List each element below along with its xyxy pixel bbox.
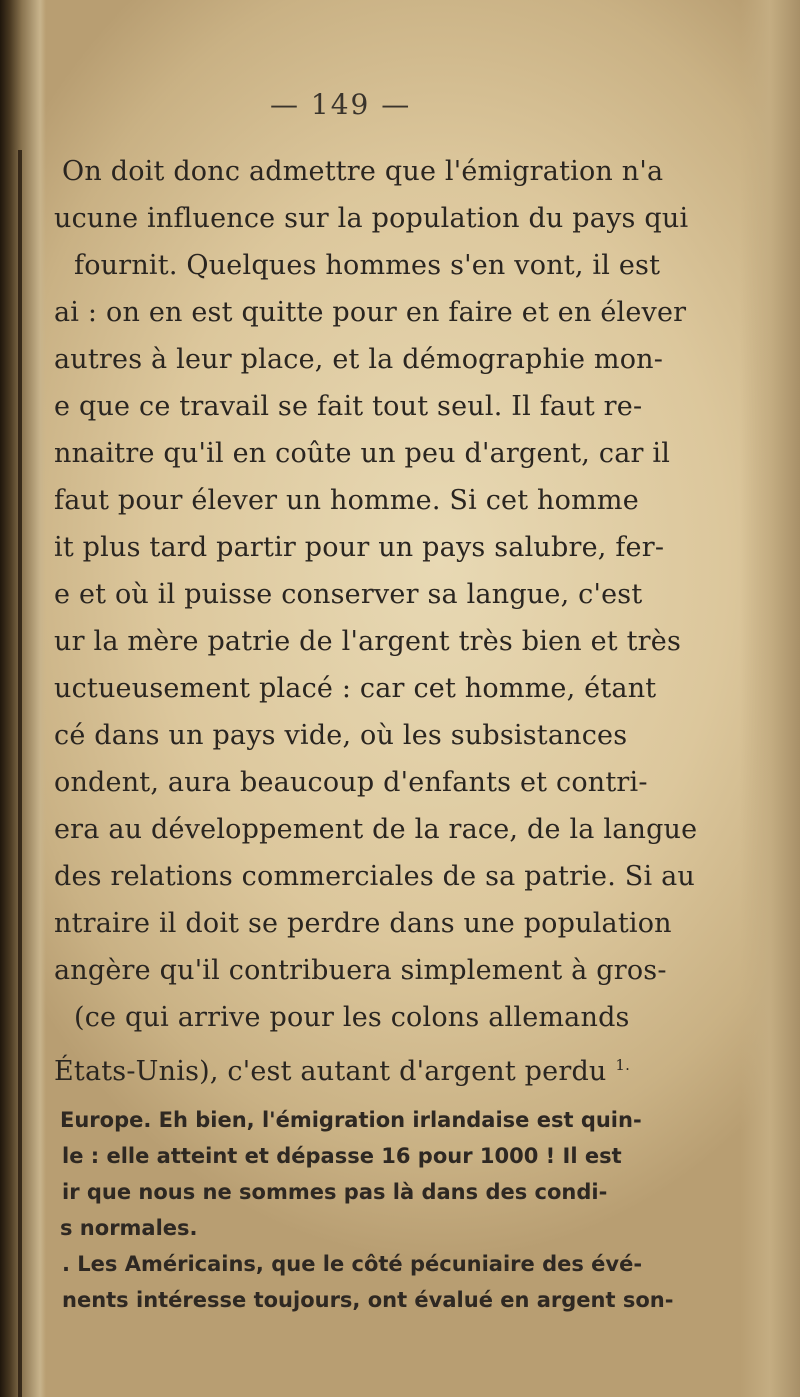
footnote-line: . Les Américains, que le côté pécuniaire des évé- — [62, 1252, 643, 1276]
text-line — [54, 1049, 630, 1088]
text-line: nnaitre qu'il en coûte un peu d'argent, car il — [54, 438, 671, 469]
text-line: angère qu'il contribuera simplement à gros- — [54, 955, 667, 986]
book-gutter-shadow — [0, 0, 46, 1397]
footnote-line: le : elle atteint et dépasse 16 pour 1000 ! Il est — [62, 1144, 622, 1168]
gutter-dark-line — [18, 150, 22, 1397]
text-line: ur la mère patrie de l'argent très bien et très — [54, 626, 682, 657]
text-line: cé dans un pays vide, où les subsistances — [54, 720, 628, 751]
text-line: ai : on en est quitte pour en faire et en élever — [54, 297, 687, 328]
text-line: autres à leur place, et la démographie mon- — [54, 344, 664, 375]
text-line: (ce qui arrive pour les colons allemands — [74, 1002, 630, 1033]
text-line: On doit donc admettre que l'émigration n'a — [62, 156, 664, 187]
text-line: uctueusement placé : car cet homme, étant — [54, 673, 657, 704]
footnote-marker: 1. — [615, 1056, 631, 1074]
footnote-line: Europe. Eh bien, l'émigration irlandaise est quin- — [60, 1108, 642, 1132]
text-line: ntraire il doit se perdre dans une population — [54, 908, 672, 939]
page-number: — 149 — — [270, 88, 412, 121]
text-line: it plus tard partir pour un pays salubre, fer- — [54, 532, 665, 563]
footnote-line: ir que nous ne sommes pas là dans des condi- — [62, 1180, 608, 1204]
text-line: era au développement de la race, de la langue — [54, 814, 698, 845]
text-line: faut pour élever un homme. Si cet homme — [54, 485, 639, 516]
text-line: ucune influence sur la population du pays qui — [54, 203, 689, 234]
text-line: e et où il puisse conserver sa langue, c'est — [54, 579, 643, 610]
text-line: e que ce travail se fait tout seul. Il faut re- — [54, 391, 643, 422]
footnote-line: s normales. — [60, 1216, 198, 1240]
page-edge-shadow — [740, 0, 800, 1397]
text-line: fournit. Quelques hommes s'en vont, il est — [74, 250, 661, 281]
text-line: des relations commerciales de sa patrie. Si au — [54, 861, 695, 892]
footnote-line: nents intéresse toujours, ont évalué en argent son- — [62, 1288, 674, 1312]
text-line-content: États-Unis), c'est autant d'argent perdu — [54, 1056, 607, 1087]
text-line: ondent, aura beaucoup d'enfants et contri- — [54, 767, 648, 798]
